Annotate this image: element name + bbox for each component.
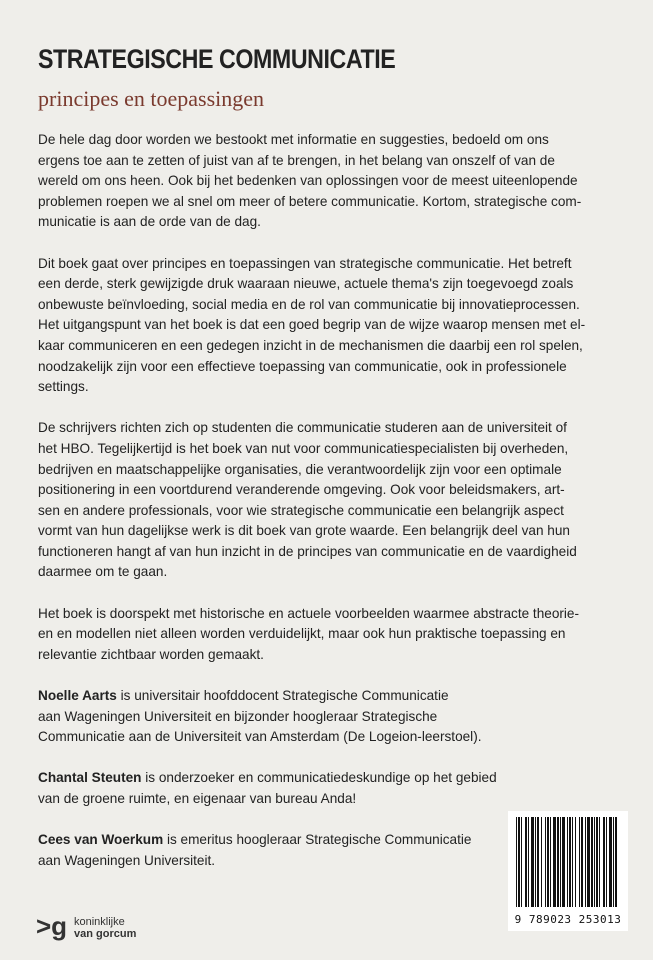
publisher-name bbox=[74, 916, 136, 940]
paragraph-4 bbox=[38, 604, 628, 666]
text-line: Dit boek gaat over principes en toepassingen van strategische communicatie. Het betreft bbox=[38, 255, 572, 271]
publisher-name-line2: van gorcum bbox=[74, 928, 137, 940]
text-line: kaar communiceren en een gedegen inzicht in de mechanismen die daarbij een rol spelen, bbox=[38, 337, 583, 353]
text-line: problemen roepen we al snel om meer of betere communicatie. Kortom, strategische com- bbox=[38, 193, 582, 209]
barcode-bar bbox=[547, 817, 549, 907]
text-line: een derde, sterk gewijzigde druk waaraan nieuwe, actuele thema's zijn toegevoegd zoals bbox=[38, 276, 574, 292]
author-name: Cees van Woerkum bbox=[38, 832, 164, 848]
text-line: wereld om ons heen. Ook bij het bedenken van oplossingen voor de meest uiteenlopende bbox=[38, 173, 578, 189]
publisher-mark: >g bbox=[36, 911, 68, 941]
barcode-bar bbox=[599, 817, 600, 907]
barcode-bar bbox=[541, 817, 542, 907]
barcode-bar bbox=[567, 817, 568, 907]
book-subtitle: principes en toepassingen bbox=[38, 86, 265, 111]
text-line: bedrijven en maatschappelijke organisaties, die verantwoordelijk zijn voor een optimale bbox=[38, 461, 562, 477]
text-line: functioneren hangt af van hun inzicht in de principes van communicatie en de vaardigheid bbox=[38, 543, 577, 559]
text-line bbox=[38, 768, 628, 789]
text-line: Het uitgangspunt van het boek is dat een goed begrip van de wijze waarop mensen met el- bbox=[38, 317, 586, 333]
barcode-bars bbox=[514, 817, 622, 911]
barcode-bar bbox=[553, 817, 556, 907]
text-line: vormt van hun dagelijkse werk is dit boek van grote waarde. Een belangrijk deel van hun bbox=[38, 523, 570, 539]
publisher-name-line1: koninklijke bbox=[74, 916, 125, 928]
barcode-bar bbox=[518, 817, 520, 907]
text-line: De schrijvers richten zich op studenten die communicatie studeren aan de universiteit of bbox=[38, 420, 567, 436]
barcode-bar bbox=[581, 817, 583, 907]
text-line: municatie is aan de orde van de dag. bbox=[38, 214, 261, 230]
blurb bbox=[38, 130, 628, 892]
barcode-bar bbox=[521, 817, 522, 907]
author-text: is onderzoeker en communicatiedeskundige op het gebied bbox=[141, 770, 497, 786]
text-line: ergens toe aan te zetten of juist van af te brengen, in het belang van onszelf of van de bbox=[38, 152, 555, 168]
paragraph-3 bbox=[38, 418, 628, 583]
text-line: sen en andere professionals, voor wie strategische communicatie een belangrijk aspect bbox=[38, 502, 564, 518]
barcode-bar bbox=[562, 817, 565, 907]
barcode-bar bbox=[535, 817, 536, 907]
isbn-barcode bbox=[508, 811, 628, 931]
author-bio-steuten bbox=[38, 768, 628, 809]
barcode-bar bbox=[609, 817, 612, 907]
text-line: Communicatie aan de Universiteit van Amsterdam (De Logeion-leerstoel). bbox=[38, 729, 482, 745]
barcode-bar bbox=[579, 817, 580, 907]
author-name: Chantal Steuten bbox=[38, 770, 142, 786]
text-line: aan Wageningen Universiteit en bijzonder hoogleraar Strategische bbox=[38, 708, 438, 724]
barcode-bar bbox=[550, 817, 551, 907]
text-line: onbewuste beïnvloeding, social media en de rol van communicatie bij innovatieprocessen. bbox=[38, 296, 580, 312]
text-line: positionering in een voortdurend veranderende omgeving. Ook voor beleidsmakers, art- bbox=[38, 482, 565, 498]
paragraph-1 bbox=[38, 130, 628, 233]
text-line: Het boek is doorspekt met historische en actuele voorbeelden waarmee abstracte theorie- bbox=[38, 605, 580, 621]
text-line: relevantie zichtbaar worden gemaakt. bbox=[38, 646, 264, 662]
text-line bbox=[38, 686, 628, 707]
barcode-bar bbox=[603, 817, 605, 907]
barcode-bar bbox=[557, 817, 559, 907]
author-name: Noelle Aarts bbox=[38, 688, 117, 704]
text-line: het HBO. Tegelijkertijd is het boek van nut voor communicatiespecialisten bij overheden, bbox=[38, 440, 569, 456]
barcode-bar bbox=[594, 817, 595, 907]
author-text: is universitair hoofddocent Strategische Communicatie bbox=[116, 688, 449, 704]
barcode-bar bbox=[528, 817, 529, 907]
author-bio-aarts bbox=[38, 686, 628, 748]
barcode-bar bbox=[569, 817, 571, 907]
barcode-bar bbox=[615, 817, 617, 907]
text-line: van de groene ruimte, en eigenaar van bureau Anda! bbox=[38, 791, 357, 806]
text-line: noodzakelijk zijn voor een effectieve toepassing van communicatie, ook in professionele bbox=[38, 358, 567, 374]
barcode-bar bbox=[606, 817, 607, 907]
barcode-bar bbox=[591, 817, 593, 907]
text-line: en en modellen niet alleen worden verduidelijkt, maar ook hun praktische toepassing en bbox=[38, 626, 566, 642]
barcode-bar bbox=[560, 817, 561, 907]
barcode-bar bbox=[572, 817, 573, 907]
paragraph-2 bbox=[38, 254, 628, 398]
barcode-bar bbox=[525, 817, 527, 907]
text-line: aan Wageningen Universiteit. bbox=[38, 852, 216, 868]
barcode-bar bbox=[545, 817, 546, 907]
text-line: daarmee om te gaan. bbox=[38, 564, 168, 580]
book-title: STRATEGISCHE COMMUNICATIE bbox=[38, 44, 396, 74]
barcode-bar bbox=[596, 817, 598, 907]
barcode-bar bbox=[575, 817, 576, 907]
isbn-number: 9 789023 253013 bbox=[514, 913, 622, 926]
barcode-bar bbox=[587, 817, 590, 907]
author-text: is emeritus hoogleraar Strategische Communicatie bbox=[163, 832, 472, 848]
text-line: settings. bbox=[38, 379, 89, 395]
barcode-bar bbox=[516, 817, 517, 907]
barcode-bar bbox=[585, 817, 586, 907]
barcode-bar bbox=[531, 817, 534, 907]
barcode-bar bbox=[537, 817, 539, 907]
barcode-bar bbox=[613, 817, 614, 907]
text-line: De hele dag door worden we bestookt met informatie en suggesties, bedoeld om ons bbox=[38, 132, 549, 147]
